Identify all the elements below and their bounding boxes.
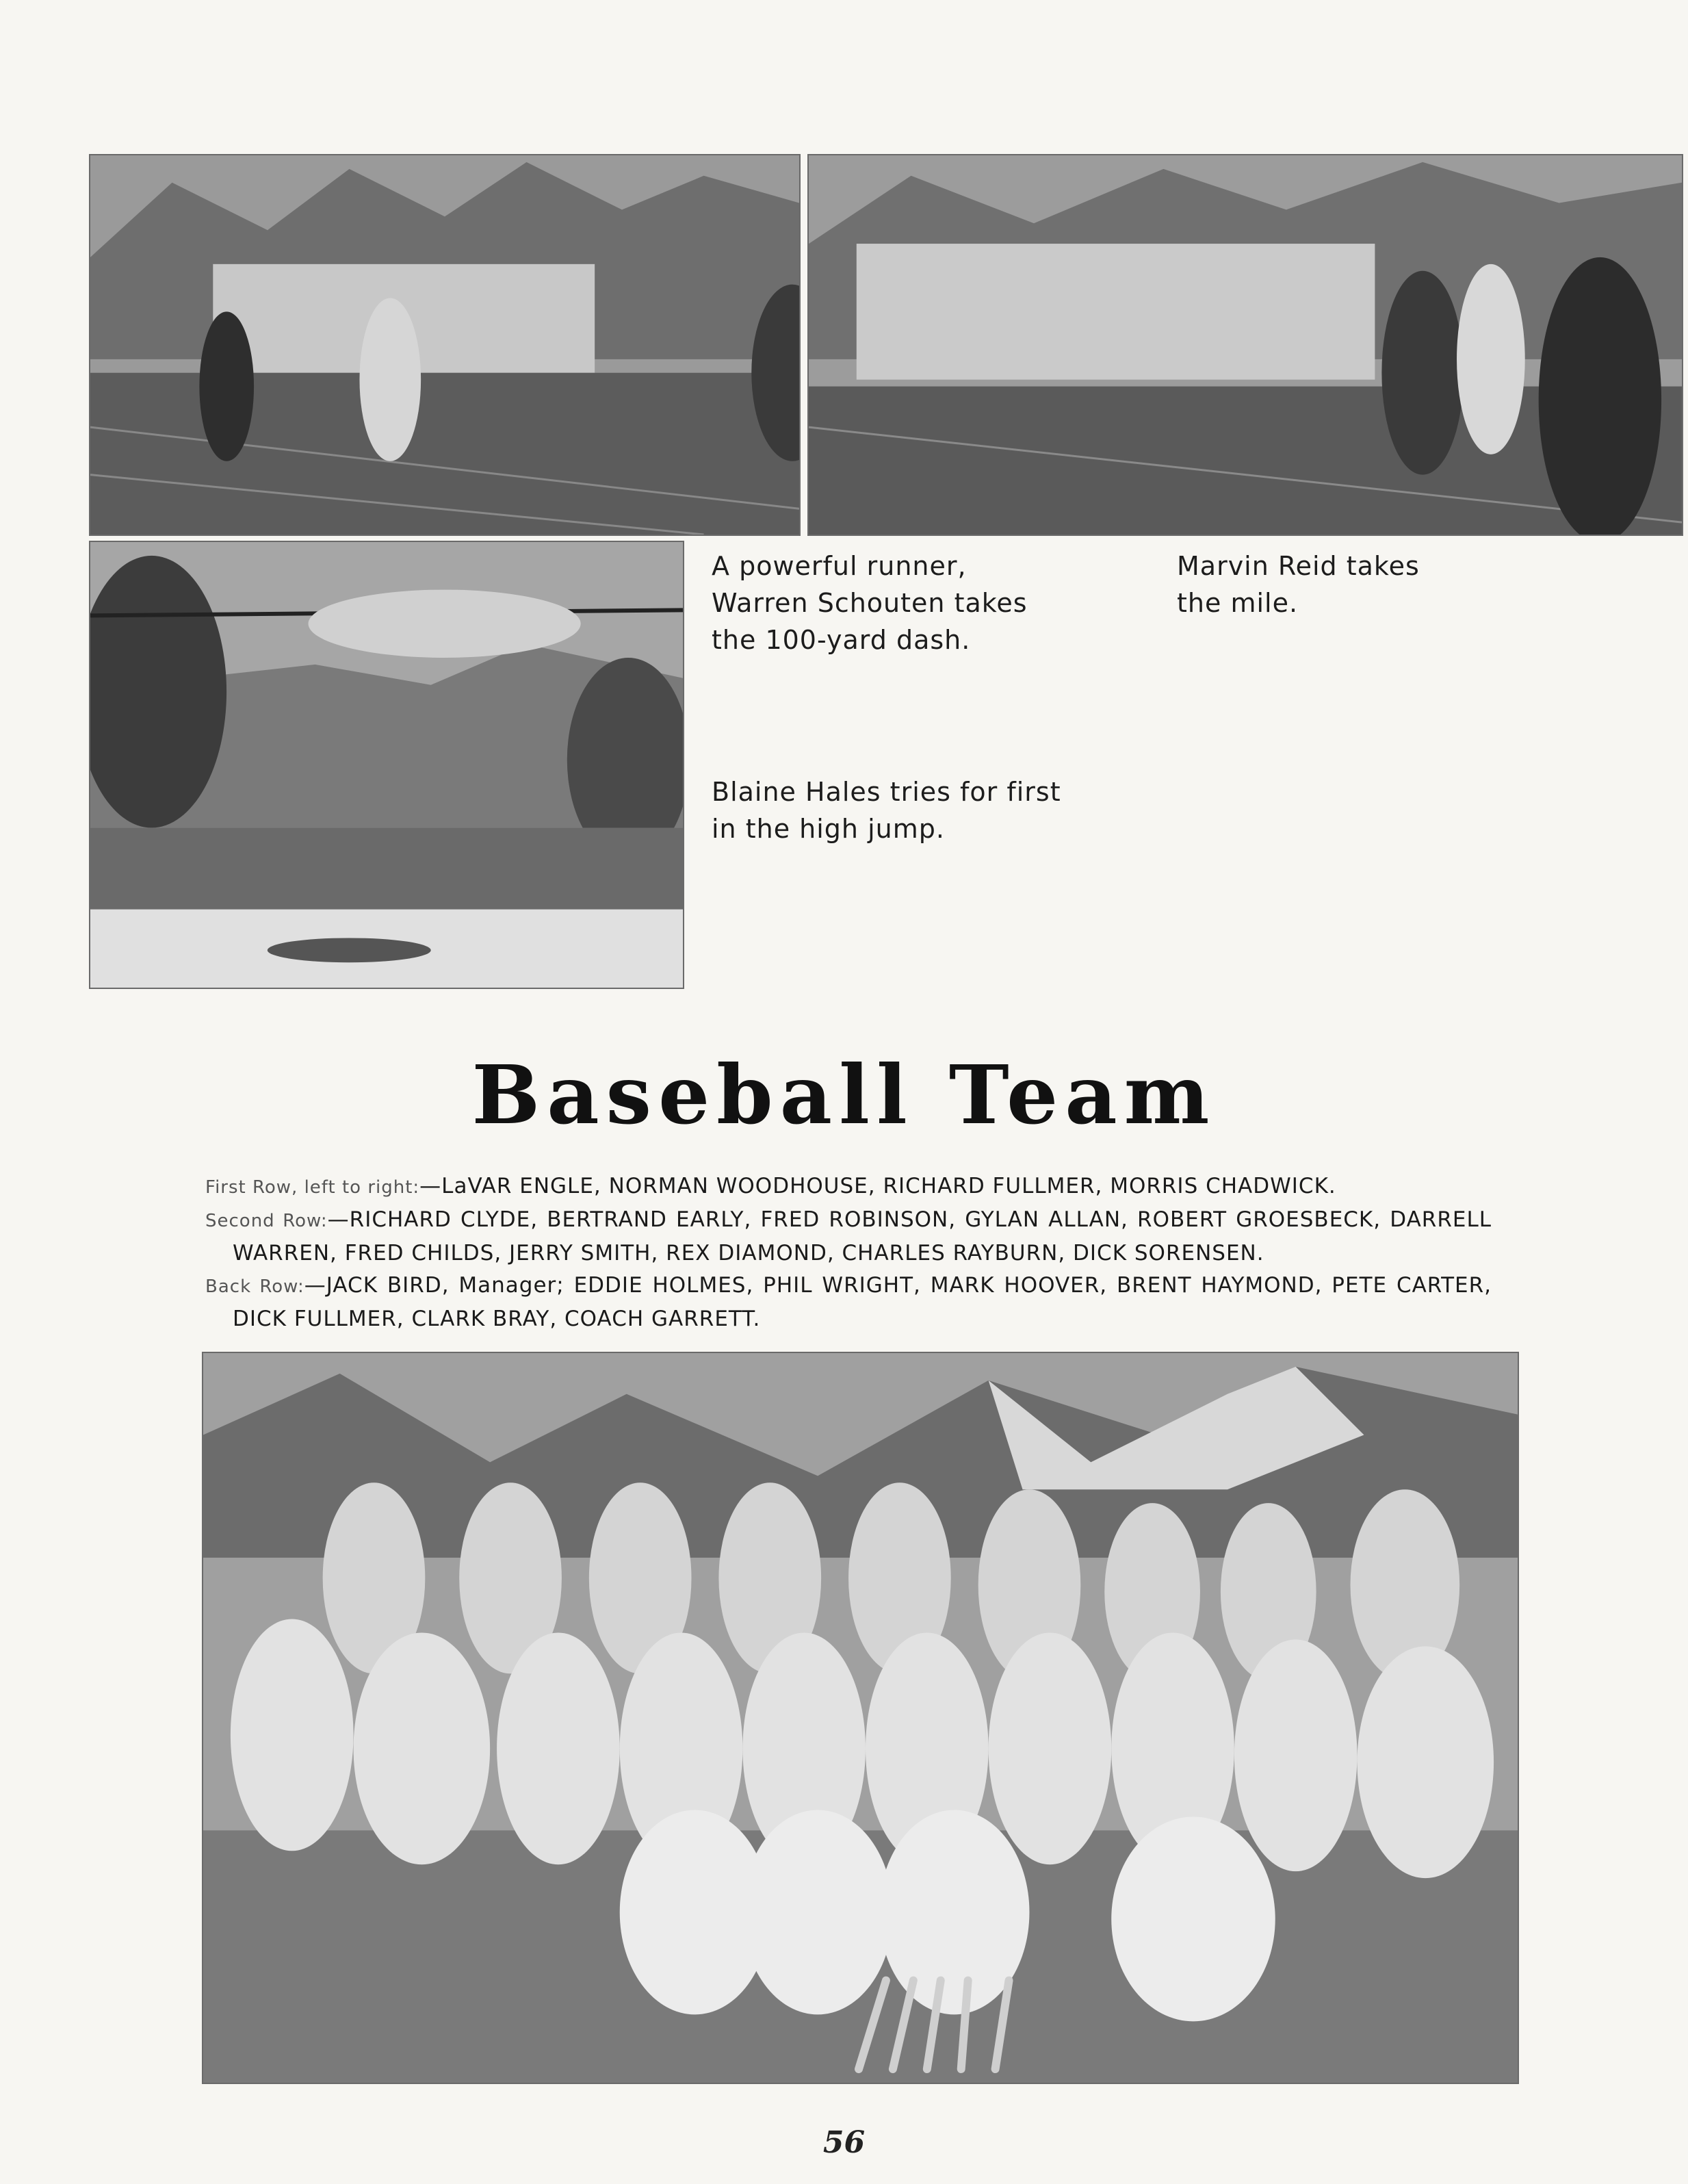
page-number: 56 [822,2125,866,2160]
photo-high-jump [89,541,684,989]
back-row-names: —JACK BIRD, Manager; EDDIE HOLMES, PHIL WRIGHT, MARK HOOVER, BRENT HAYMOND, PETE CARTER, DICK FULLMER, CLARK BRAY, COACH GARRETT. [233,1273,1492,1331]
photo-baseball-team [202,1352,1519,2084]
section-title: Baseball Team [471,1047,1217,1142]
roster-back-row [205,1270,1492,1335]
team-roster [205,1170,1492,1335]
back-row-label: Back Row: [205,1276,304,1297]
caption-mile: Marvin Reid takes the mile. [1177,551,1420,618]
roster-second-row [205,1204,1492,1270]
second-row-names: —RICHARD CLYDE, BERTRAND EARLY, FRED ROBINSON, GYLAN ALLAN, ROBERT GROESBECK, DARRELL WARREN, FRED CHILDS, JERRY SMITH, REX DIAMOND, CHARLES RAYBURN, DICK SORENSEN. [233,1207,1492,1266]
caption-high-jump: Blaine Hales tries for first in the high jump. [712,777,1061,844]
first-row-names: —LaVAR ENGLE, NORMAN WOODHOUSE, RICHARD FULLMER, MORRIS CHADWICK. [419,1174,1336,1198]
caption-runner: A powerful runner, Warren Schouten takes the 100-yard dash. [712,551,1028,655]
second-row-label: Second Row: [205,1211,328,1231]
photo-mile-run [807,154,1683,536]
first-row-label: First Row, left to right: [205,1177,420,1198]
roster-first-row [205,1170,1492,1204]
photo-100-yard-dash [89,154,801,536]
